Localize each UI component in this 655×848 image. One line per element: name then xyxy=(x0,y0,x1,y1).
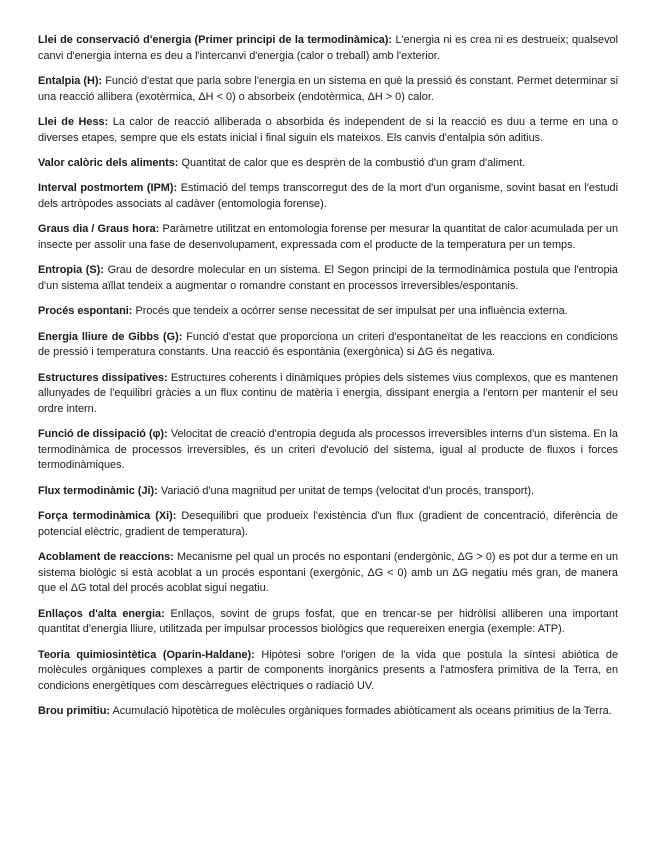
entry-definition: Funció d'estat que proporciona un criteri d'espontaneïtat de les reaccions en condicions de pressió i temperatura constants. Una reacció és espontània (exergònica) si ΔG és negativa. xyxy=(38,330,619,359)
glossary-entry xyxy=(38,222,618,253)
entry-term: Llei de Hess: xyxy=(38,115,109,128)
entry-term: Graus dia / Graus hora: xyxy=(38,223,160,236)
entry-term: Força termodinàmica (Xi): xyxy=(38,510,177,523)
entry-term: Llei de conservació d'energia (Primer principi de la termodinàmica): xyxy=(38,34,393,46)
glossary-entry xyxy=(38,509,618,540)
entry-definition: Variació d'una magnitud per unitat de temps (velocitat d'un procés, transport). xyxy=(160,484,535,497)
entry-term: Energia lliure de Gibbs (G): xyxy=(38,330,183,343)
entry-term: Procés espontani: xyxy=(38,305,133,318)
glossary-entry xyxy=(38,484,618,500)
glossary-entry xyxy=(38,181,618,212)
glossary-entry xyxy=(38,156,618,172)
entry-definition: Procés que tendeix a ocórrer sense necessitat de ser impulsat per una influència externa. xyxy=(135,305,568,318)
glossary-entry xyxy=(38,304,618,320)
entry-definition: Velocitat de creació d'entropia deguda als processos irreversibles interns d'un sistema. En la termodinàmica de processos irreversibles, és un criteri d'evolució del sistema, igual al producte de fluxos i forces termodinàmiques. xyxy=(38,428,618,472)
glossary-entry xyxy=(38,648,618,695)
entry-term: Acoblament de reaccions: xyxy=(38,551,174,564)
entry-term: Flux termodinàmic (Ji): xyxy=(38,484,158,497)
glossary-entry xyxy=(38,74,618,105)
entry-definition: La calor de reacció alliberada o absorbida és independent de si la reacció es duu a terme en una o diverses etapes, sempre que els estats inicial i final siguin els mateixos. Els canvis d'entalpia són aditius. xyxy=(38,115,618,144)
entry-definition: Acumulació hipotètica de molècules orgàniques formades abiòticament als oceans primitius de la Terra. xyxy=(112,705,612,718)
entry-definition: Desequilibri que produeix l'existència d'un flux (gradient de concentració, diferència de potencial elèctric, gradient de temperatura). xyxy=(38,510,618,538)
entry-definition: Quantitat de calor que es desprèn de la combustió d'un gram d'aliment. xyxy=(181,156,526,169)
entry-term: Funció de dissipació (φ): xyxy=(38,428,168,441)
entry-term: Interval postmortem (IPM): xyxy=(38,182,178,195)
glossary-entry xyxy=(38,263,618,294)
entry-term: Teoria quimiosintètica (Oparin-Haldane): xyxy=(38,648,255,661)
glossary-entry xyxy=(38,115,618,146)
entry-definition: Enllaços, sovint de grups fosfat, que en trencar-se per hidròlisi alliberen una important quantitat d'energia lliure, utilitzada per impulsar processos biològics que requereixen energia (exemple: ATP). xyxy=(38,607,618,636)
entry-term: Brou primitiu: xyxy=(38,705,110,718)
glossary-entry xyxy=(38,371,618,418)
glossary-entry xyxy=(38,330,618,361)
entry-term: Enllaços d'alta energia: xyxy=(38,607,165,620)
entry-definition: Hipòtesi sobre l'origen de la vida que postula la síntesi abiòtica de molècules orgàniques complexes a partir de components inorgànics presents a l'atmosfera primitiva de la Terra, en condicions energètiques com descàrregues elèctriques o radiació UV. xyxy=(38,648,619,692)
entry-definition: Paràmetre utilitzat en entomologia forense per mesurar la quantitat de calor acumulada per un insecte per assolir una fase de desenvolupament, expressada com el producte de la temperatura per un temps. xyxy=(38,223,618,251)
glossary-entry xyxy=(38,607,618,638)
glossary xyxy=(38,33,618,730)
entry-definition: Funció d'estat que parla sobre l'energia en un sistema en què la pressió és constant. Permet determinar si una reacció allibera (exotèrmica, ΔH < 0) o absorbeix (endotèrmica, ΔH > 0) calor. xyxy=(38,74,618,103)
entry-definition: L'energia ni es crea ni es destrueix; qualsevol canvi d'energia interna es deu a l'intercanvi d'energia (calor o treball) amb l'exterior. xyxy=(38,34,618,62)
glossary-entry xyxy=(38,550,618,597)
entry-definition: Estructures coherents i dinàmiques pròpies dels sistemes vius complexos, que es mantenen allunyades de l'equilibri gràcies a un flux continu de matèria i energia, dissipant energia a l'entorn per mantenir el seu ordre intern. xyxy=(38,371,619,415)
glossary-entry xyxy=(38,427,618,474)
entry-term: Entropia (S): xyxy=(38,264,104,277)
entry-definition: Estimació del temps transcorregut des de la mort d'un organisme, sovint basat en l'estudi dels artròpodes associats al cadàver (entomologia forense). xyxy=(38,182,618,210)
entry-term: Valor calòric dels aliments: xyxy=(38,156,179,169)
entry-definition: Mecanisme pel qual un procés no espontani (endergònic, ΔG > 0) es pot dur a terme en un sistema biològic si està acoblat a un procés espontani (exergònic, ΔG < 0) amb un ΔG negatiu més gran, de manera que el ΔG total del procés acoblat sigui negatiu. xyxy=(38,551,618,595)
entry-definition: Grau de desordre molecular en un sistema. El Segon principi de la termodinàmica postula que l'entropia d'un sistema aïllat tendeix a augmentar o romandre constant en processos irreversibles/espontanis. xyxy=(38,264,618,292)
entry-term: Estructures dissipatives: xyxy=(38,371,168,384)
entry-term: Entalpia (H): xyxy=(38,74,103,87)
glossary-entry xyxy=(38,704,618,720)
glossary-entry xyxy=(38,33,618,64)
